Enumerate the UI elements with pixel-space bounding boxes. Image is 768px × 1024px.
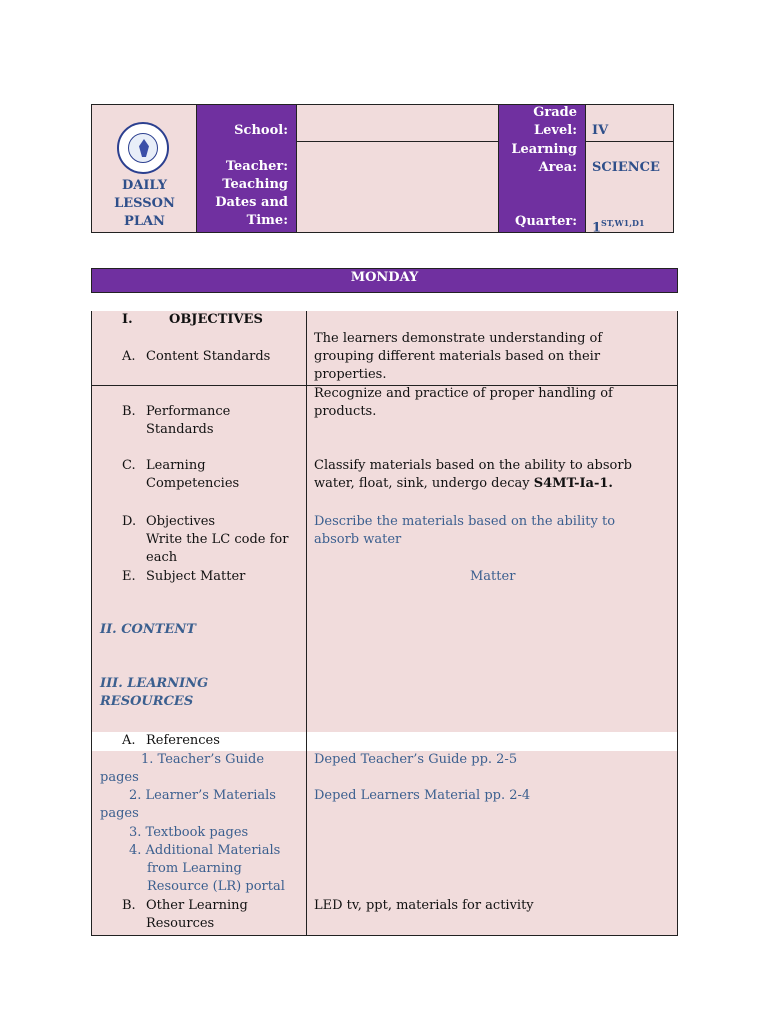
performance-standards-text: Recognize and practice of proper handling of products. bbox=[314, 386, 613, 419]
day-banner: MONDAY bbox=[91, 268, 678, 293]
grade-level-value: IV bbox=[586, 105, 673, 141]
teaching-label: Teaching bbox=[222, 177, 288, 192]
dates-label: Dates and bbox=[215, 195, 288, 210]
other-resources-value: LED tv, ppt, materials for activity bbox=[314, 898, 534, 913]
objectives-text: Describe the materials based on the ability to absorb water bbox=[314, 514, 616, 547]
school-teacher-labels bbox=[197, 105, 296, 232]
objectives-label: Objectives Write the LC code for each bbox=[146, 514, 289, 565]
row-content-resources bbox=[91, 604, 678, 733]
row-other-resources: B. Other Learning Resources LED tv, ppt, materials for activity bbox=[91, 897, 678, 936]
time-label: Time: bbox=[246, 213, 288, 228]
objectives-heading: OBJECTIVES bbox=[169, 312, 263, 327]
lesson-plan-header bbox=[91, 104, 674, 236]
row-objectives-subject: D. Objectives Write the LC code for each Describe the materials based on the ability to absorb water E. Subject Matter Matter bbox=[91, 513, 678, 605]
row-guides bbox=[91, 751, 678, 825]
level-label: Level: bbox=[534, 123, 577, 138]
content-standards-label: Content Standards bbox=[146, 349, 271, 364]
teachers-guide-value: Deped Teacher’s Guide pp. 2-5 bbox=[314, 752, 518, 767]
references-label: References bbox=[146, 733, 220, 748]
school-label: School: bbox=[234, 123, 288, 138]
teacher-field[interactable] bbox=[297, 142, 499, 232]
grade-label: Grade bbox=[533, 105, 577, 120]
learning-competencies-label: Learning Competencies bbox=[146, 458, 240, 491]
learning-resources-heading: III. LEARNING RESOURCES bbox=[100, 676, 209, 709]
grade-area-labels bbox=[499, 105, 585, 232]
learning-competencies-text: Classify materials based on the ability to absorb water, float, sink, undergo decay S4MT-Ia-1. bbox=[314, 458, 632, 491]
row-performance-competencies: B. Performance Standards Recognize and practice of proper handling of products. C. Learning Competencies Classify materials based on the ability to absorb water, float, sink, undergo decay S4MT-Ia-1. bbox=[91, 386, 678, 514]
school-field[interactable] bbox=[297, 105, 499, 141]
subject-matter-label: Subject Matter bbox=[146, 569, 246, 584]
row-references: A. References bbox=[91, 732, 678, 752]
learning-area-value: SCIENCE $1^{ST,W1,D1}$ bbox=[586, 142, 673, 232]
logo-cell bbox=[92, 105, 197, 232]
quarter-value: $1^{ST,W1,D1}$ bbox=[592, 218, 645, 236]
learners-material-value: Deped Learners Material pp. 2-4 bbox=[314, 788, 531, 803]
lesson-plan-table bbox=[91, 311, 678, 936]
quarter-label: Quarter: bbox=[515, 214, 577, 229]
additional-materials-label: 4. Additional Materials from Learning Resource (LR) portal bbox=[129, 843, 285, 894]
row-additional-materials bbox=[91, 824, 678, 898]
content-standards-text: The learners demonstrate understanding of grouping different materials based on their properties. bbox=[314, 331, 603, 382]
area-label: Area: bbox=[538, 160, 577, 175]
other-resources-label: Other Learning Resources bbox=[146, 898, 248, 931]
textbook-pages-label: 3. Textbook pages bbox=[129, 825, 249, 840]
daily-lesson-plan-title: DAILY LESSON PLAN bbox=[114, 178, 175, 229]
performance-standards-label: Performance Standards bbox=[146, 404, 231, 437]
lc-code: S4MT-Ia-1. bbox=[533, 476, 613, 491]
teachers-guide-label: 1. Teacher’s Guide pages 2. Learner’s Materials pages bbox=[100, 752, 276, 821]
learning-label: Learning bbox=[511, 142, 577, 157]
deped-seal-logo bbox=[117, 122, 169, 174]
teacher-label: Teacher: bbox=[225, 159, 288, 174]
subject-matter-text: Matter bbox=[470, 569, 516, 584]
content-heading: II. CONTENT bbox=[100, 622, 196, 637]
row-content-standards: I. OBJECTIVES A. Content Standards The learners demonstrate understanding of grouping different materials based on their properties. bbox=[91, 311, 678, 386]
